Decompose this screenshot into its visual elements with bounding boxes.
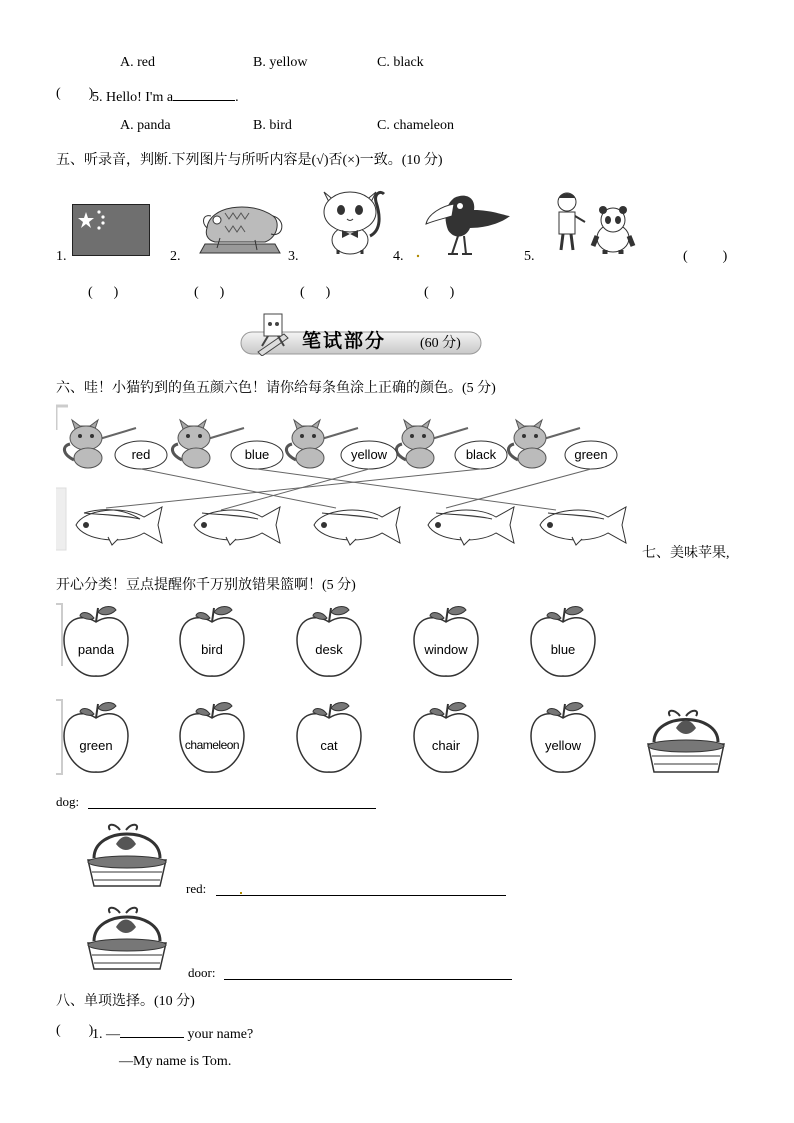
section8-title: 八、单项选择。(10 分) [56,994,195,1009]
banner-score: (60 分) [420,336,461,351]
q5-paren: ( ) [56,86,94,101]
stray-dot [240,892,242,894]
banner-title: 笔试部分 [302,331,387,352]
apple-label-yellow: yellow [544,738,582,753]
section5-title: 五、听录音，判断.下列图片与所听内容是(√)否(×)一致。(10 分) [56,153,443,168]
q8-1-question [92,1023,253,1043]
apple-label-window: window [424,642,468,657]
answer-paren-right[interactable]: ( ) [683,249,728,264]
apples-image [56,600,736,780]
chameleon-image [195,198,285,256]
item-number-3: 3. [288,249,299,264]
basket-door-icon [84,903,170,971]
apple-label-desk: desk [315,642,343,657]
q8-1-tail: your name? [187,1027,254,1042]
section7-title-part1: 七、美味苹果, [642,546,730,561]
q8-1-answer-blank[interactable] [120,1023,184,1038]
item-number-4: 4. [393,249,404,264]
apple-label-blue: blue [550,642,576,657]
q8-1-paren: ( ) [56,1023,94,1038]
q5-option-b: B. bird [253,118,292,133]
apple-label-green: green [79,738,113,753]
q5-answer-blank[interactable] [173,86,235,101]
section6-title: 六、哇！小猫钓到的鱼五颜六色！请你给每条鱼涂上正确的颜色。(5 分) [56,381,496,396]
apple-label-cat: cat [320,738,338,753]
cats-and-fish-matching-image [56,400,636,556]
q4-option-b: B. yellow [253,55,308,70]
fish-1 [76,507,162,545]
cat-image [316,184,390,256]
china-flag-image [72,204,150,256]
q5-question [92,86,239,106]
q5-stem: 5. Hello! I'm a [92,90,174,105]
section7-title-part2: 开心分类！豆点提醒你千万别放错果篮啊！(5 分) [56,578,356,593]
basket-row-icon [648,711,724,772]
q4-option-a: A. red [120,55,155,70]
item-number-5: 5. [524,249,535,264]
apple-label-panda: panda [77,642,115,657]
color-label-blue: blue [244,447,270,462]
answer-paren-2[interactable]: ( ) [194,285,225,300]
q8-1-answer-line: —My name is Tom. [119,1054,232,1069]
color-label-green: green [574,447,608,462]
category-dog-line[interactable] [88,808,376,809]
category-red-line[interactable] [216,895,506,896]
answer-paren-3[interactable]: ( ) [300,285,331,300]
answer-paren-4[interactable]: ( ) [424,285,455,300]
apple-label-chair: chair [431,738,461,753]
q5-option-a: A. panda [120,118,171,133]
fish-3 [314,507,400,545]
item-number-1: 1. [56,249,67,264]
pencil-character-icon [254,312,294,356]
q5-option-c: C. chameleon [377,118,454,133]
apple-label-bird: bird [201,642,223,657]
category-dog-label: dog: [56,794,80,809]
fish-2 [194,507,280,545]
color-label-yellow: yellow [350,447,388,462]
color-label-red: red [131,447,151,462]
bird-image [414,190,512,258]
category-door-line[interactable] [224,979,512,980]
fish-4 [428,507,514,545]
written-part-banner [240,324,482,356]
category-red-label: red: [186,881,207,896]
answer-paren-1[interactable]: ( ) [88,285,119,300]
q8-1-stem: 1. — [92,1027,120,1042]
q4-option-c: C. black [377,55,424,70]
color-label-black: black [465,447,497,462]
category-door-label: door: [188,965,216,980]
boy-and-panda-image [551,190,637,256]
apple-label-chameleon: chameleon [184,738,240,752]
q5-end: . [235,90,239,105]
basket-red-icon [84,820,170,888]
fish-5 [540,507,626,545]
item-number-2: 2. [170,249,181,264]
